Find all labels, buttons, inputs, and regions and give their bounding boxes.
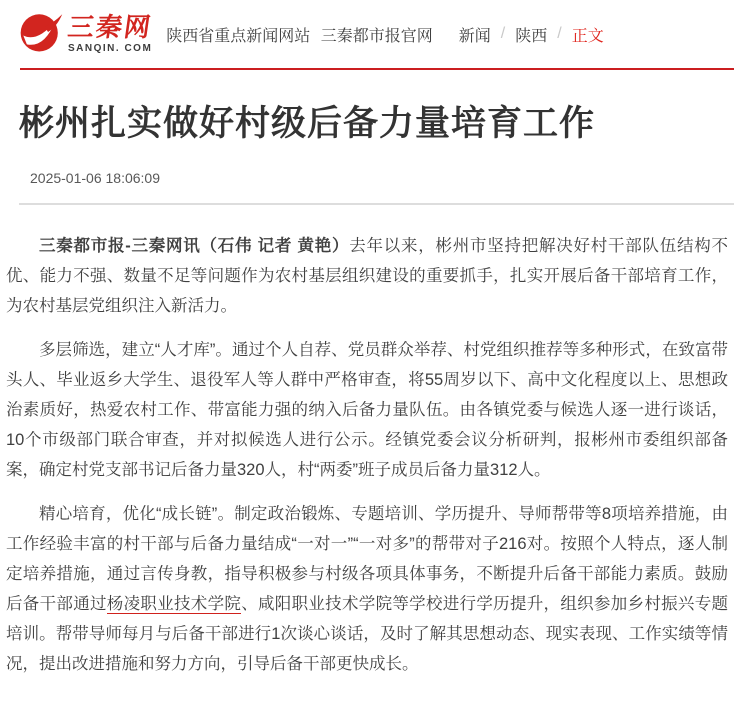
sanqin-logo-icon xyxy=(18,9,64,60)
site-description xyxy=(166,23,432,46)
paragraph-2 xyxy=(6,335,728,485)
logo-cn-text: 三秦网 xyxy=(65,12,155,43)
paragraph-2-text: 多层筛选，建立“人才库”。通过个人自荐、党员群众举荐、村党组织推荐等多种形式，在致富带头人、毕业返乡大学生、退役军人等人群中严格审查，将55周岁以下、高中文化程度以上、思想政治素质好，热爱农村工作、带富能力强的纳入后备力量队伍。由各镇党委与候选人逐一进行谈话，10个市级部门联合审查，并对拟候选人进行公示。经镇党委会议分析研判，报彬州市委组织部备案，确定村党支部书记后备力量320人，村“两委”班子成员后备力量312人。 xyxy=(6,340,728,479)
breadcrumb xyxy=(459,23,604,46)
breadcrumb-current: 正文 xyxy=(571,27,604,45)
official-site-link[interactable]: 三秦都市报官网 xyxy=(320,27,433,45)
breadcrumb-separator: / xyxy=(557,25,562,42)
breadcrumb-shaanxi[interactable]: 陕西 xyxy=(515,27,548,45)
byline-lead: 三秦都市报-三秦网讯（石伟 记者 黄艳） xyxy=(39,236,350,255)
site-slogan: 陕西省重点新闻网站 xyxy=(166,27,311,45)
paragraph-1 xyxy=(6,231,728,321)
header-red-divider xyxy=(20,68,734,70)
article-body xyxy=(6,231,728,679)
paragraph-1-text: 去年以来，彬州市坚持把解决好村干部队伍结构不优、能力不强、数量不足等问题作为农村基层组织建设的重要抓手，扎实开展后备干部培育工作，为农村基层党组织注入新活力。 xyxy=(6,236,728,315)
paragraph-3 xyxy=(6,499,728,679)
breadcrumb-separator: / xyxy=(500,25,506,42)
paragraph-3-text-after: 、咸阳职业技术学院等学校进行学历提升，组织参加乡村振兴专题培训。帮带导师每月与后备干部进行1次谈心谈话，及时了解其思想动态、现实表现、工作实绩等情况，提出改进措施和努力方向，引导后备干部更快成长。 xyxy=(6,594,729,673)
sanqin-logo[interactable] xyxy=(18,9,155,60)
meta-divider xyxy=(19,203,734,205)
logo-en-text: SANQIN. COM xyxy=(68,42,153,54)
paragraph-3-text-before: 精心培育，优化“成长链”。制定政治锻炼、专题培训、学历提升、导师帮带等8项培养措施，由工作经验丰富的村干部与后备力量结成“一对一”“一对多”的帮带对子216对。按照个人特点，逐人制定培养措施，通过言传身教，指导积极参与村级各项具体事务，不断提升后备干部能力素质。鼓励后备干部通过 xyxy=(6,504,728,613)
yangling-college-link[interactable]: 杨凌职业技术学院 xyxy=(106,594,242,613)
article-date: 2025-01-06 18:06:09 xyxy=(30,169,160,186)
article-title: 彬州扎实做好村级后备力量培育工作 xyxy=(19,104,596,143)
breadcrumb-news[interactable]: 新闻 xyxy=(458,27,491,45)
site-header xyxy=(0,0,734,68)
